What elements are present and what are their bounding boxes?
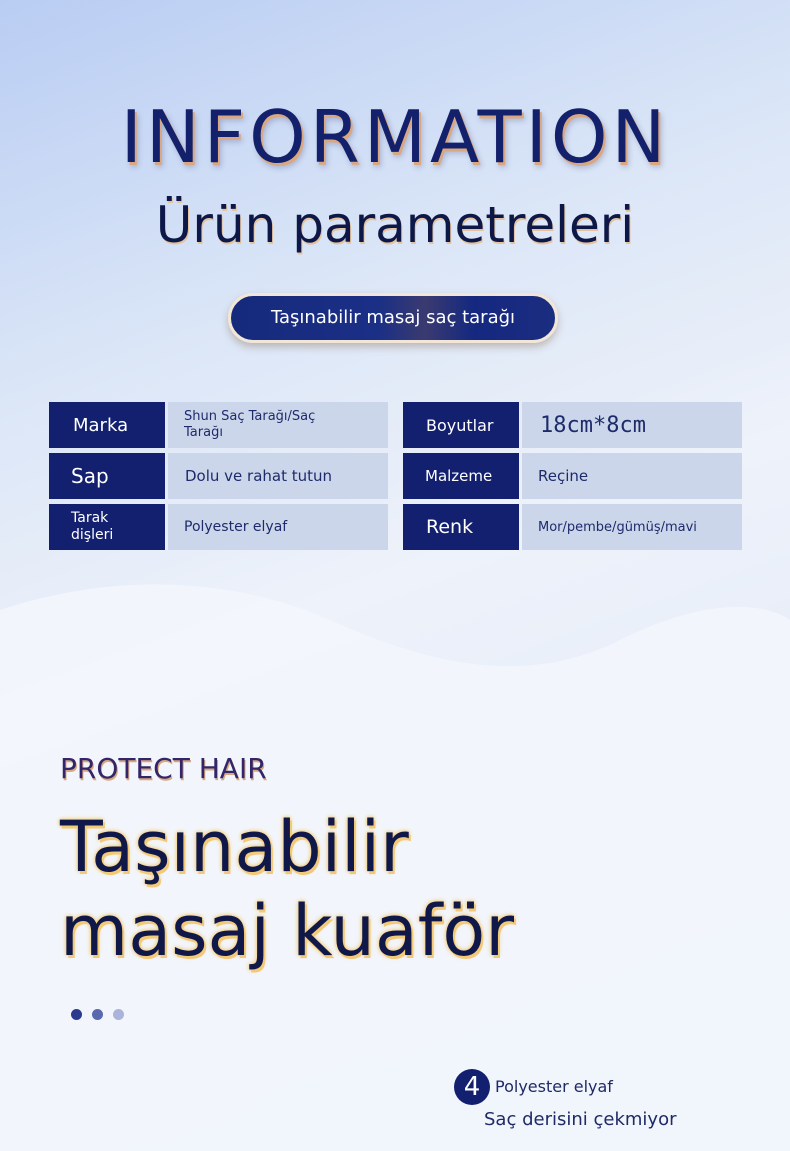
- feature-subtitle: Saç derisini çekmiyor: [484, 1109, 677, 1130]
- section-eyebrow: PROTECT HAIR: [60, 752, 267, 785]
- spec-value-handle: Dolu ve rahat tutun: [168, 453, 388, 499]
- spec-label-brand: Marka: [49, 402, 165, 448]
- spec-value-color: Mor/pembe/gümüş/mavi: [522, 504, 742, 550]
- headline-line-1: Taşınabilir: [60, 806, 409, 888]
- spec-value-dimensions: 18cm*8cm: [522, 402, 742, 448]
- carousel-dot-3[interactable]: [113, 1009, 124, 1020]
- page-title-english: INFORMATION: [120, 95, 670, 179]
- carousel-dot-1[interactable]: [71, 1009, 82, 1020]
- headline-line-2: masaj kuaför: [60, 890, 515, 972]
- carousel-dot-2[interactable]: [92, 1009, 103, 1020]
- spec-label-material: Malzeme: [403, 453, 519, 499]
- spec-value-teeth: Polyester elyaf: [168, 504, 388, 550]
- feature-number-badge: 4: [454, 1069, 490, 1105]
- product-name-pill: Taşınabilir masaj saç tarağı: [228, 293, 558, 343]
- spec-label-dimensions: Boyutlar: [403, 402, 519, 448]
- spec-label-handle: Sap: [49, 453, 165, 499]
- page-title-turkish: Ürün parametreleri: [155, 196, 635, 254]
- spec-value-brand: Shun Saç Tarağı/Saç Tarağı: [168, 402, 388, 448]
- spec-label-teeth: Tarak dişleri: [49, 504, 165, 550]
- feature-title: Polyester elyaf: [495, 1077, 613, 1096]
- carousel-dots: [71, 1009, 124, 1020]
- spec-label-color: Renk: [403, 504, 519, 550]
- spec-value-material: Reçine: [522, 453, 742, 499]
